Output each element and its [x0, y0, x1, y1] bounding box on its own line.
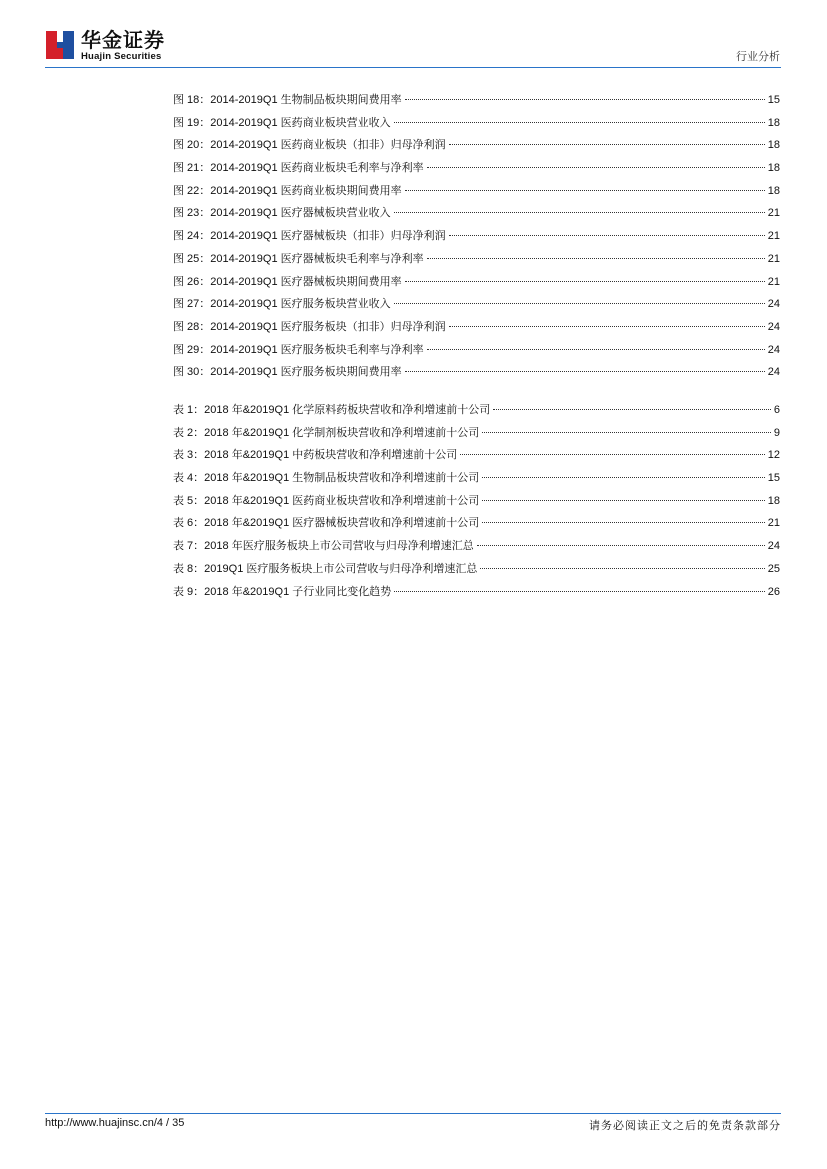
toc-entry-page: 21	[767, 275, 780, 288]
toc-entry[interactable]	[173, 316, 780, 339]
toc-entry-page: 25	[767, 562, 780, 575]
logo-text-en: Huajin Securities	[81, 51, 162, 62]
toc-entry-page: 9	[773, 426, 780, 439]
toc-entry-label: 表 2：2018 年&2019Q1 化学制剂板块营收和净利增速前十公司	[173, 426, 480, 439]
toc-entry[interactable]	[173, 512, 780, 535]
toc-entry-label: 表 1：2018 年&2019Q1 化学原料药板块营收和净利增速前十公司	[173, 404, 491, 416]
toc-entry-label: 图 28：2014-2019Q1 医疗服务板块（扣非）归母净利润	[173, 320, 446, 333]
toc-entry[interactable]	[173, 157, 780, 180]
toc-dot-leader	[482, 477, 765, 478]
toc-dot-leader	[477, 545, 765, 546]
toc-dot-leader	[405, 281, 765, 282]
toc-entry-label: 表 4：2018 年&2019Q1 生物制品板块营收和净利增速前十公司	[173, 472, 480, 485]
toc-entry-page: 24	[767, 366, 780, 379]
toc-entry[interactable]	[173, 202, 780, 225]
toc-dot-leader	[482, 522, 765, 523]
toc-entry-page: 18	[767, 116, 780, 129]
toc-entry-page: 15	[767, 94, 780, 106]
toc-entry-label: 表 6：2018 年&2019Q1 医疗器械板块营收和净利增速前十公司	[173, 517, 480, 530]
toc-entry-label: 表 7：2018 年医疗服务板块上市公司营收与归母净利增速汇总	[173, 540, 474, 553]
toc-entry[interactable]	[173, 339, 780, 362]
toc-entry-page: 21	[767, 252, 780, 265]
toc-entry-page: 18	[767, 184, 780, 197]
toc-entry-label: 图 29：2014-2019Q1 医疗服务板块毛利率与净利率	[173, 343, 424, 356]
toc-entry-page: 18	[767, 162, 780, 175]
toc-dot-leader	[460, 454, 765, 455]
toc-entry[interactable]	[173, 180, 780, 203]
toc-entry-page: 21	[767, 517, 780, 530]
toc-entry-label: 图 25：2014-2019Q1 医疗器械板块毛利率与净利率	[173, 252, 424, 265]
logo-text-cn: 华金证券	[81, 28, 165, 52]
toc-entry-page: 6	[773, 404, 780, 416]
toc-entry-label: 图 20：2014-2019Q1 医药商业板块（扣非）归母净利润	[173, 139, 446, 152]
toc-entry-label: 图 21：2014-2019Q1 医药商业板块毛利率与净利率	[173, 162, 424, 175]
toc-dot-leader	[405, 371, 765, 372]
toc-entry[interactable]	[173, 467, 780, 490]
toc-entry-label: 表 9：2018 年&2019Q1 子行业同比变化趋势	[173, 585, 392, 598]
toc-dot-leader	[427, 349, 765, 350]
footer-disclaimer: 请务必阅读正文之后的免责条款部分	[589, 1119, 781, 1132]
toc-entry[interactable]	[173, 444, 780, 467]
toc-entry-page: 12	[767, 449, 780, 462]
toc-entry[interactable]	[173, 225, 780, 248]
toc-dot-leader	[394, 212, 765, 213]
toc-entry-label: 图 30：2014-2019Q1 医疗服务板块期间费用率	[173, 366, 402, 379]
toc-entry[interactable]	[173, 248, 780, 271]
toc-entry[interactable]	[173, 581, 780, 604]
toc-entry[interactable]	[173, 490, 780, 513]
toc-entry-page: 24	[767, 298, 780, 311]
table-list	[173, 399, 780, 603]
toc-entry-page: 24	[767, 320, 780, 333]
toc-dot-leader	[449, 144, 765, 145]
toc-dot-leader	[480, 568, 764, 569]
toc-dot-leader	[427, 258, 765, 259]
toc-entry-label: 图 24：2014-2019Q1 医疗器械板块（扣非）归母净利润	[173, 230, 446, 243]
toc-entry-page: 26	[767, 585, 780, 598]
toc-entry-label: 图 22：2014-2019Q1 医药商业板块期间费用率	[173, 184, 402, 197]
toc-dot-leader	[449, 235, 765, 236]
toc-entry-page: 15	[767, 472, 780, 485]
toc-dot-leader	[427, 167, 765, 168]
toc-entry-page: 24	[767, 343, 780, 356]
toc-entry[interactable]	[173, 134, 780, 157]
toc-dot-leader	[449, 326, 765, 327]
toc-entry[interactable]	[173, 558, 780, 581]
toc-dot-leader	[482, 500, 765, 501]
toc-entry-label: 表 5：2018 年&2019Q1 医药商业板块营收和净利增速前十公司	[173, 494, 480, 507]
toc-entry-label: 表 3：2018 年&2019Q1 中药板块营收和净利增速前十公司	[173, 449, 458, 462]
toc-entry-page: 21	[767, 230, 780, 243]
toc-entry[interactable]	[173, 112, 780, 135]
toc-dot-leader	[394, 122, 765, 123]
toc-entry-label: 图 19：2014-2019Q1 医药商业板块营业收入	[173, 116, 391, 129]
toc-entry-page: 24	[767, 540, 780, 553]
document-type: 行业分析	[736, 50, 780, 63]
toc-entry-label: 图 26：2014-2019Q1 医疗器械板块期间费用率	[173, 275, 402, 288]
page-header	[45, 28, 780, 68]
toc-dot-leader	[405, 190, 765, 191]
toc-entry[interactable]	[173, 422, 780, 445]
toc-dot-leader	[482, 432, 771, 433]
footer-divider	[45, 1113, 781, 1114]
toc-entry[interactable]	[173, 399, 780, 422]
toc-dot-leader	[394, 303, 765, 304]
toc-dot-leader	[394, 591, 765, 592]
toc-entry[interactable]	[173, 89, 780, 112]
toc-entry-page: 18	[767, 139, 780, 152]
toc-entry-label: 图 23：2014-2019Q1 医疗器械板块营业收入	[173, 207, 391, 220]
toc-entry-label: 图 27：2014-2019Q1 医疗服务板块营业收入	[173, 298, 391, 311]
toc-entry-label: 表 8：2019Q1 医疗服务板块上市公司营收与归母净利增速汇总	[173, 562, 478, 575]
huajin-logo-icon	[45, 30, 75, 60]
toc-entry-page: 18	[767, 494, 780, 507]
toc-entry-label: 图 18：2014-2019Q1 生物制品板块期间费用率	[173, 94, 402, 106]
toc-dot-leader	[405, 99, 765, 100]
toc-entry[interactable]	[173, 271, 780, 294]
toc-entry[interactable]	[173, 535, 780, 558]
header-divider	[45, 67, 781, 68]
toc-entry[interactable]	[173, 293, 780, 316]
footer-url-page[interactable]: http://www.huajinsc.cn/4 / 35	[45, 1117, 185, 1129]
figure-list	[173, 89, 780, 384]
toc-entry-page: 21	[767, 207, 780, 220]
toc-dot-leader	[493, 409, 771, 410]
toc-entry[interactable]	[173, 361, 780, 384]
